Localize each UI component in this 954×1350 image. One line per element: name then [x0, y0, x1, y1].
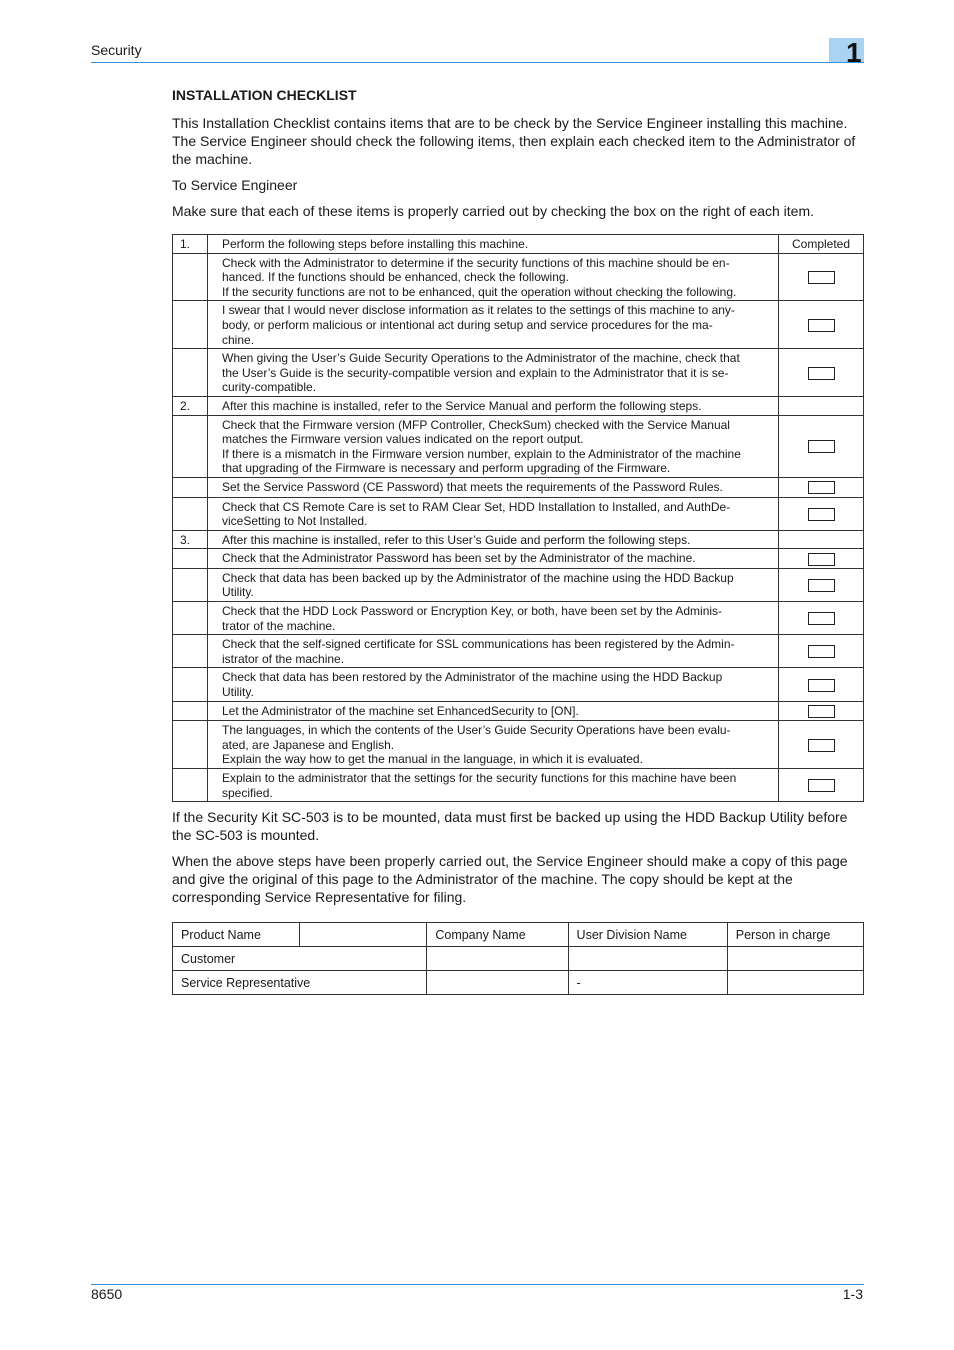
- product-name-field: [300, 923, 427, 947]
- completed-checkbox[interactable]: [808, 779, 835, 792]
- completed-cell: [779, 635, 864, 668]
- security-kit-note: If the Security Kit SC-503 is to be mounted, data must first be backed up using the HDD Backup Utility before the SC-503 is mounted.: [172, 809, 848, 844]
- completed-checkbox[interactable]: [808, 705, 835, 718]
- checklist-item-row: [173, 721, 864, 769]
- signoff-header-row: [173, 923, 864, 947]
- service-company-field: [427, 971, 568, 995]
- completed-cell: [779, 668, 864, 701]
- checklist-item-row: [173, 349, 864, 397]
- footer-model-number: 8650: [91, 1286, 123, 1302]
- checklist-item-text: Check that the HDD Lock Password or Encryption Key, or both, have been set by the Adminis- trator of the machine.: [208, 602, 779, 635]
- checklist-item-text: Let the Administrator of the machine set EnhancedSecurity to [ON].: [208, 701, 779, 721]
- step-number: [173, 497, 208, 530]
- step-number: 2.: [173, 396, 208, 415]
- completed-cell: [779, 549, 864, 569]
- checklist-item-text: Check that the self-signed certificate for SSL communications has been registered by the Admin- istrator of the machine.: [208, 635, 779, 668]
- completed-checkbox[interactable]: [808, 645, 835, 658]
- step-number: [173, 477, 208, 497]
- step-text: Perform the following steps before installing this machine.: [208, 235, 779, 254]
- service-representative-label: Service Representative: [173, 971, 427, 995]
- completed-checkbox[interactable]: [808, 440, 835, 453]
- step-number: [173, 701, 208, 721]
- checklist-item-row: [173, 769, 864, 802]
- completed-checkbox[interactable]: [808, 553, 835, 566]
- step-number: [173, 769, 208, 802]
- checklist-item-text: The languages, in which the contents of the User’s Guide Security Operations have been evalu- ated, are Japanese and English. Explain the way how to get the manual in the language, in which it is evaluated.: [208, 721, 779, 769]
- step-text: After this machine is installed, refer to the Service Manual and perform the following steps.: [208, 396, 779, 415]
- completed-cell: [779, 530, 864, 549]
- checklist-item-text: Set the Service Password (CE Password) that meets the requirements of the Password Rules.: [208, 477, 779, 497]
- step-number: [173, 549, 208, 569]
- installation-checklist-table: [172, 234, 864, 802]
- checklist-item-row: [173, 477, 864, 497]
- checklist-item-text: Explain to the administrator that the settings for the security functions for this machine have been specified.: [208, 769, 779, 802]
- checklist-header-row: [173, 235, 864, 254]
- completed-column-header: Completed: [779, 235, 864, 254]
- completed-checkbox[interactable]: [808, 319, 835, 332]
- completed-checkbox[interactable]: [808, 739, 835, 752]
- checklist-item-text: Check that CS Remote Care is set to RAM Clear Set, HDD Installation to Installed, and AuthDe- viceSetting to Not Installed.: [208, 497, 779, 530]
- completed-cell: [779, 568, 864, 601]
- step-number: [173, 721, 208, 769]
- checklist-item-text: Check that the Firmware version (MFP Controller, CheckSum) checked with the Service Manual matches the Firmware version values indicated on the report output. If there is a mismatch in the Firmware version number, explain to the Administrator of the machine that upgrading of the Firmware is necessary and perform upgrading of the Firmware.: [208, 415, 779, 477]
- checklist-step-row: [173, 396, 864, 415]
- checklist-item-text: When giving the User’s Guide Security Operations to the Administrator of the machine, check that the User’s Guide is the security-compatible version and explain to the Administrator that it is se- curity-compatible.: [208, 349, 779, 397]
- service-person-field: [727, 971, 863, 995]
- step-number: [173, 301, 208, 349]
- completed-checkbox[interactable]: [808, 367, 835, 380]
- checklist-item-text: Check that data has been backed up by the Administrator of the machine using the HDD Backup Utility.: [208, 568, 779, 601]
- checklist-item-row: [173, 668, 864, 701]
- completed-cell: [779, 301, 864, 349]
- step-number: [173, 415, 208, 477]
- company-name-label: Company Name: [427, 923, 568, 947]
- completed-checkbox[interactable]: [808, 271, 835, 284]
- completed-cell: [779, 477, 864, 497]
- signoff-customer-row: [173, 947, 864, 971]
- checklist-item-text: Check that data has been restored by the Administrator of the machine using the HDD Backup Utility.: [208, 668, 779, 701]
- signoff-table: [172, 922, 864, 995]
- customer-company-field: [427, 947, 568, 971]
- step-number: 3.: [173, 530, 208, 549]
- customer-person-field: [727, 947, 863, 971]
- step-number: [173, 602, 208, 635]
- completed-cell: [779, 497, 864, 530]
- checklist-item-row: [173, 415, 864, 477]
- step-number: [173, 568, 208, 601]
- completed-checkbox[interactable]: [808, 612, 835, 625]
- completed-cell: [779, 253, 864, 301]
- checklist-item-row: [173, 602, 864, 635]
- step-text: After this machine is installed, refer to this User’s Guide and perform the following steps.: [208, 530, 779, 549]
- intro-instruction: Make sure that each of these items is properly carried out by checking the box on the right of each item.: [172, 203, 815, 219]
- checklist-item-row: [173, 301, 864, 349]
- user-division-name-label: User Division Name: [568, 923, 727, 947]
- completed-checkbox[interactable]: [808, 679, 835, 692]
- step-number: [173, 635, 208, 668]
- intro-paragraph: This Installation Checklist contains items that are to be check by the Service Engineer installing this machine. The Service Engineer should check the following items, then explain each checked item to the Administrator of the machine.: [172, 115, 856, 167]
- checklist-item-row: [173, 635, 864, 668]
- intro-to-service-engineer: To Service Engineer: [172, 177, 298, 193]
- completed-cell: [779, 769, 864, 802]
- checklist-item-row: [173, 701, 864, 721]
- checklist-step-row: [173, 530, 864, 549]
- page-content: [172, 86, 864, 995]
- completed-checkbox[interactable]: [808, 481, 835, 494]
- footer-rule: [91, 1284, 864, 1285]
- completed-checkbox[interactable]: [808, 579, 835, 592]
- header-rule: [91, 62, 864, 63]
- step-number: [173, 668, 208, 701]
- person-in-charge-label: Person in charge: [727, 923, 863, 947]
- completed-cell: [779, 721, 864, 769]
- checklist-item-text: Check with the Administrator to determine if the security functions of this machine should be en- hanced. If the functions should be enhanced, check the following. If the security functions are not to be enhanced, quit the operation without checking the following.: [208, 253, 779, 301]
- chapter-number: 1: [846, 37, 862, 68]
- signoff-service-row: [173, 971, 864, 995]
- customer-label: Customer: [173, 947, 427, 971]
- customer-division-field: [568, 947, 727, 971]
- checklist-item-row: [173, 253, 864, 301]
- step-number: [173, 349, 208, 397]
- step-number: [173, 253, 208, 301]
- completed-cell: [779, 415, 864, 477]
- footer-page-number: 1-3: [842, 1286, 863, 1302]
- page-title: INSTALLATION CHECKLIST: [172, 87, 357, 103]
- completed-checkbox[interactable]: [808, 508, 835, 521]
- service-division-field: -: [568, 971, 727, 995]
- completed-cell: [779, 349, 864, 397]
- copy-instructions: When the above steps have been properly carried out, the Service Engineer should make a copy of this page and give the original of this page to the Administrator of the machine. The copy should be kept at the corresponding Service Representative for filing.: [172, 853, 848, 906]
- completed-cell: [779, 396, 864, 415]
- step-number: 1.: [173, 235, 208, 254]
- completed-cell: [779, 701, 864, 721]
- product-name-label: Product Name: [173, 923, 300, 947]
- completed-cell: [779, 602, 864, 635]
- checklist-item-text: I swear that I would never disclose information as it relates to the settings of this machine to any- body, or perform malicious or intentional act during setup and service procedures for the ma- chine.: [208, 301, 779, 349]
- checklist-item-text: Check that the Administrator Password has been set by the Administrator of the machine.: [208, 549, 779, 569]
- checklist-item-row: [173, 497, 864, 530]
- checklist-item-row: [173, 549, 864, 569]
- header-section-title: Security: [91, 42, 142, 58]
- checklist-item-row: [173, 568, 864, 601]
